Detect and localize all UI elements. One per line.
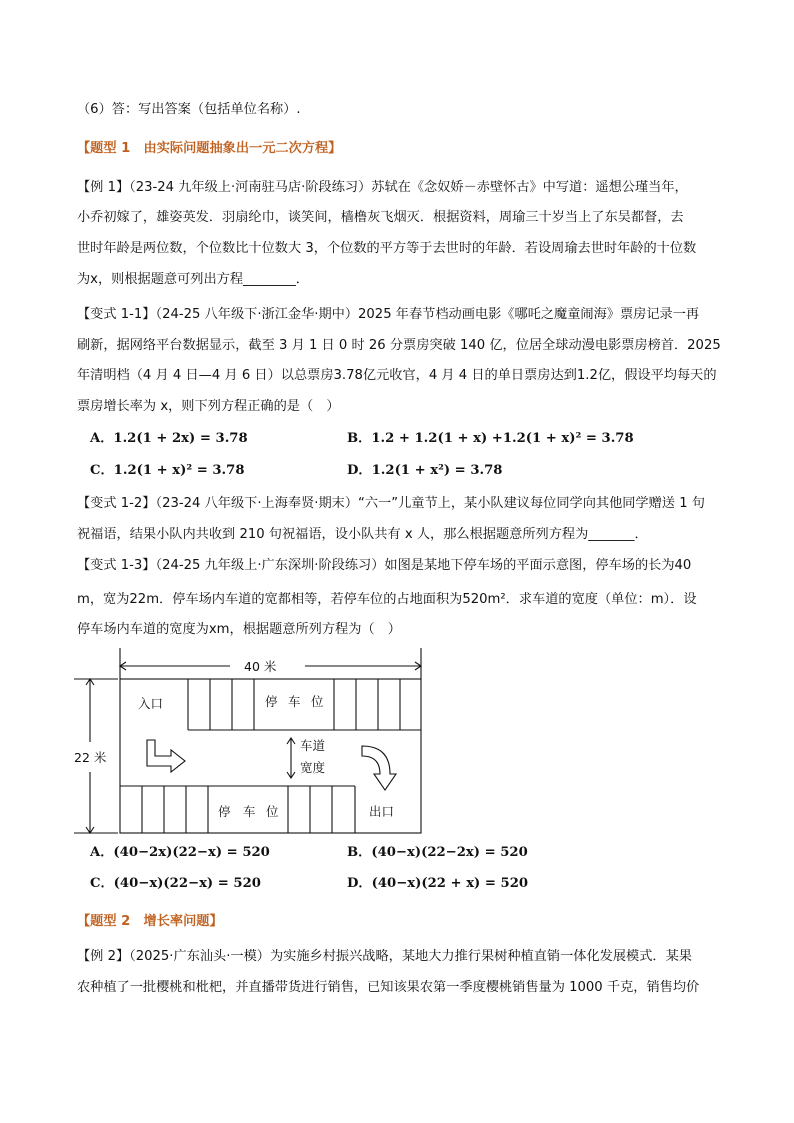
example1-line: 小乔初嫁了，雄姿英发．羽扇纶巾，谈笑间，樯橹灰飞烟灭．根据资料，周瑜三十岁当上了东吴都督，去 [77,210,684,225]
example1-line: 为x，则根据题意可列出方程________． [77,272,309,287]
top-dimension-label: 40 米 [244,659,277,674]
example2-line: 农种植了一批樱桃和枇杷，并直播带货进行销售，已知该果农第一季度樱桃销售量为 1000 千克，销售均价 [77,980,700,995]
parking-spot-label: 车 [243,804,256,819]
example1-line: 世时年龄是两位数，个位数比十位数大 3，个位数的平方等于去世时的年龄．若设周瑜去世时年龄的十位数 [77,241,697,256]
variant1-2-line: 祝福语，结果小队内共收到 210 句祝福语，设小队共有 x 人，那么根据题意所列方程为_______． [77,527,648,542]
variant1-2-line: 【变式 1-2】（23-24 八年级下·上海奉贤·期末）“六一”儿童节上，某小队建议每位同学向其他同学赠送 1 句 [77,496,705,511]
option-d: D．1.2(1 + x²) = 3.78 [347,463,503,478]
variant1-3-line: 停车场内车道的宽度为xm，根据题意所列方程为（ ） [77,622,401,637]
option-d: D．(40−x)(22 + x) = 520 [347,876,529,891]
option-c: C．(40−x)(22−x) = 520 [90,876,261,891]
option-b: B．1.2 + 1.2(1 + x) +1.2(1 + x)² = 3.78 [347,431,634,446]
lane-width-label: 宽度 [300,760,326,775]
exit-label: 出口 [369,804,395,819]
variant1-3-line: m，宽为22m．停车场内车道的宽都相等，若停车位的占地面积为520m²．求车道的宽度（单位：m）．设 [77,592,697,607]
example1-line: 【例 1】（23-24 九年级上·河南驻马店·阶段练习）苏轼在《念奴娇－赤壁怀古》中写道：遥想公瑾当年， [77,180,688,195]
lane-width-label: 车道 [300,738,326,753]
type1-heading: 【题型 1 由实际问题抽象出一元二次方程】 [77,141,342,156]
option-b: B．(40−x)(22−2x) = 520 [347,845,528,860]
step-6-line: （6）答：写出答案（包括单位名称）. [77,102,301,117]
entrance-arrow-icon [147,740,185,772]
option-a: A．(40−2x)(22−x) = 520 [90,845,270,860]
variant1-1-line: 票房增长率为 x，则下列方程正确的是（ ） [77,399,340,414]
option-a: A．1.2(1 + 2x) = 3.78 [90,431,248,446]
exit-arrow-icon [362,746,396,790]
parking-spot-label: 停 [218,804,231,819]
parking-spot-label: 位 [266,804,279,819]
option-c: C．1.2(1 + x)² = 3.78 [90,463,245,478]
variant1-3-line: 【变式 1-3】（24-25 九年级上·广东深圳·阶段练习）如图是某地下停车场的平面示意图，停车场的长为40 [77,558,692,573]
parking-spot-label: 停 [265,694,278,709]
parking-spot-label: 位 [311,694,324,709]
parking-lot-diagram [60,644,440,844]
left-dimension-label: 22 米 [74,750,107,765]
example2-line: 【例 2】（2025·广东汕头·一模）为实施乡村振兴战略，某地大力推行果树种植直销一体化发展模式．某果 [77,949,692,964]
variant1-1-line: 年清明档（4 月 4 日—4 月 6 日）以总票房3.78亿元收官，4 月 4 日的单日票房达到1.2亿，假设平均每天的 [77,368,717,383]
entrance-label: 入口 [138,696,164,711]
variant1-1-line: 刷新，据网络平台数据显示，截至 3 月 1 日 0 时 26 分票房突破 140 亿，位居全球动漫电影票房榜首．2025 [77,338,721,353]
type2-heading: 【题型 2 增长率问题】 [77,914,223,929]
variant1-1-line: 【变式 1-1】（24-25 八年级下·浙江金华·期中）2025 年春节档动画电影《哪吒之魔童闹海》票房记录一再 [77,307,700,322]
parking-spot-label: 车 [288,694,301,709]
